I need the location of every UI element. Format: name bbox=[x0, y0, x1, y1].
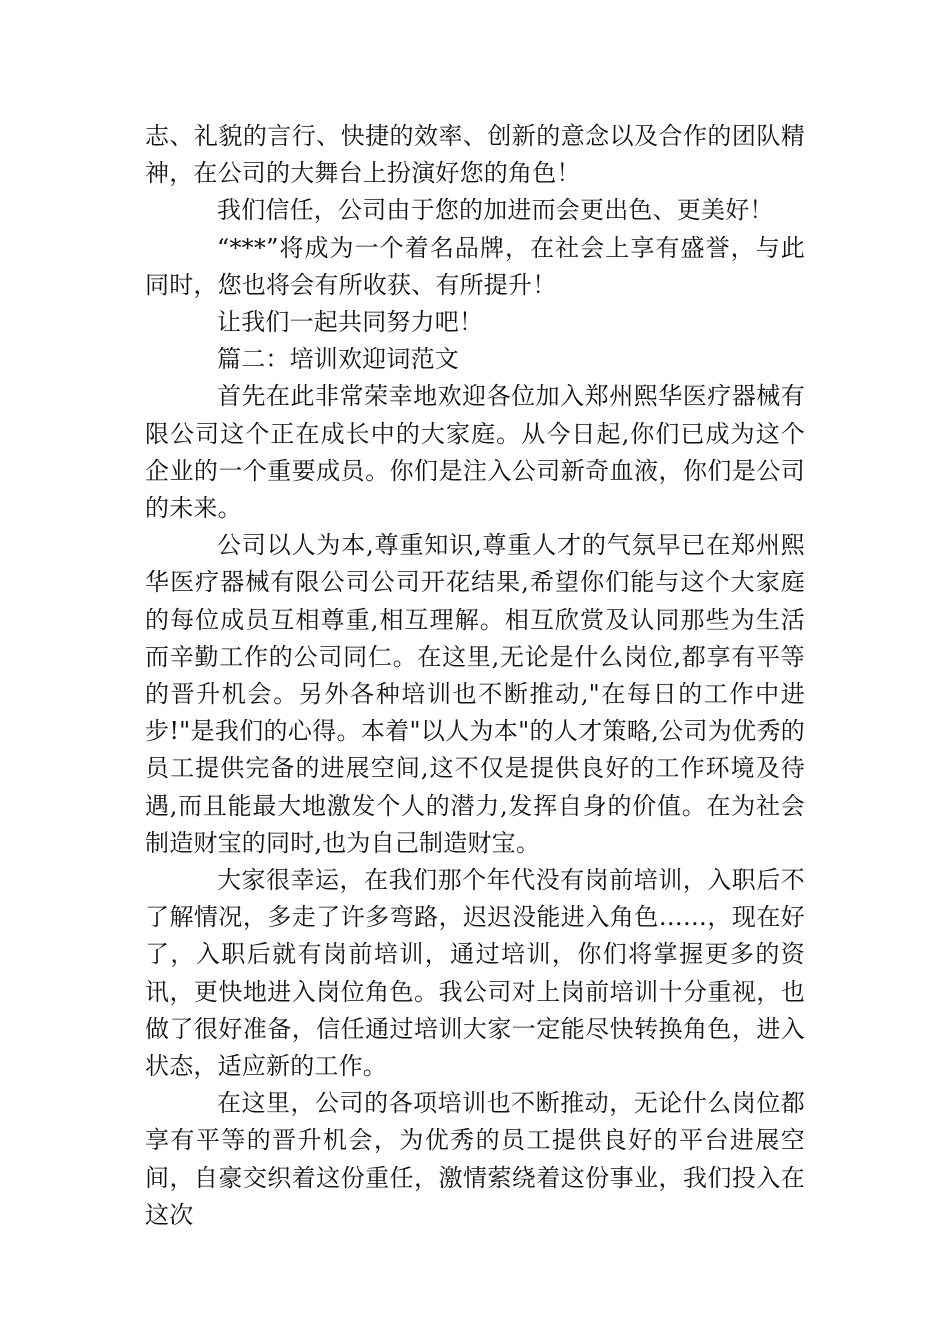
paragraph-trust: 我们信任，公司由于您的加进而会更出色、更美好！ bbox=[217, 196, 774, 225]
paragraph-together: 让我们一起共同努力吧！ bbox=[217, 308, 484, 337]
paragraph-welcome: 首先在此非常荣幸地欢迎各位加入郑州熙华医疗器械有限公司这个正在成长中的大家庭。从今日起,你们已成为这个企业的一个重要成员。你们是注入公司新奇血液，你们是公司的未来。 bbox=[145, 382, 805, 523]
paragraph-brand: “***”将成为一个着名品牌，在社会上享有盛誉，与此同时，您也将会有所收获、有所提升！ bbox=[145, 233, 805, 299]
paragraph-continuation: 志、礼貌的言行、快捷的效率、创新的意念以及合作的团队精神，在公司的大舞台上扮演好您的角色！ bbox=[145, 122, 805, 188]
paragraph-promotion: 在这里，公司的各项培训也不断推动，无论什么岗位都享有平等的晋升机会，为优秀的员工提供良好的平台进展空间，自豪交织着这份重任，激情萦绕着这份事业，我们投入在这次 bbox=[145, 1089, 805, 1229]
paragraph-training-luck: 大家很幸运，在我们那个年代没有岗前培训，入职后不了解情况，多走了许多弯路，迟迟没能进入角色……，现在好了，入职后就有岗前培训，通过培训，你们将掌握更多的资讯，更快地进入岗位角色。我公司对上岗前培训十分重视，也做了很好准备，信任通过培训大家一定能尽快转换角色，进入状态，适应新的工作。 bbox=[145, 866, 805, 1081]
section-heading: 篇二：培训欢迎词范文 bbox=[217, 345, 459, 374]
paragraph-company-culture: 公司以人为本,尊重知识,尊重人才的气氛早已在郑州熙华医疗器械有限公司公司开花结果,希望你们能与这个大家庭的每位成员互相尊重,相互理解。相互欣赏及认同那些为生活而辛勤工作的公司同仁。在这里,无论是什么岗位,都享有平等的晋升机会。另外各种培训也不断推动,"在每日的工作中进步!"是我们的心得。本着"以人为本"的人才策略,公司为优秀的员工提供完备的进展空间,这不仅是提供良好的工作环境及待遇,而且能最大地激发个人的潜力,发挥自身的价值。在为社会制造财宝的同时,也为自己制造财宝。 bbox=[145, 531, 805, 857]
document-body bbox=[145, 118, 805, 1234]
